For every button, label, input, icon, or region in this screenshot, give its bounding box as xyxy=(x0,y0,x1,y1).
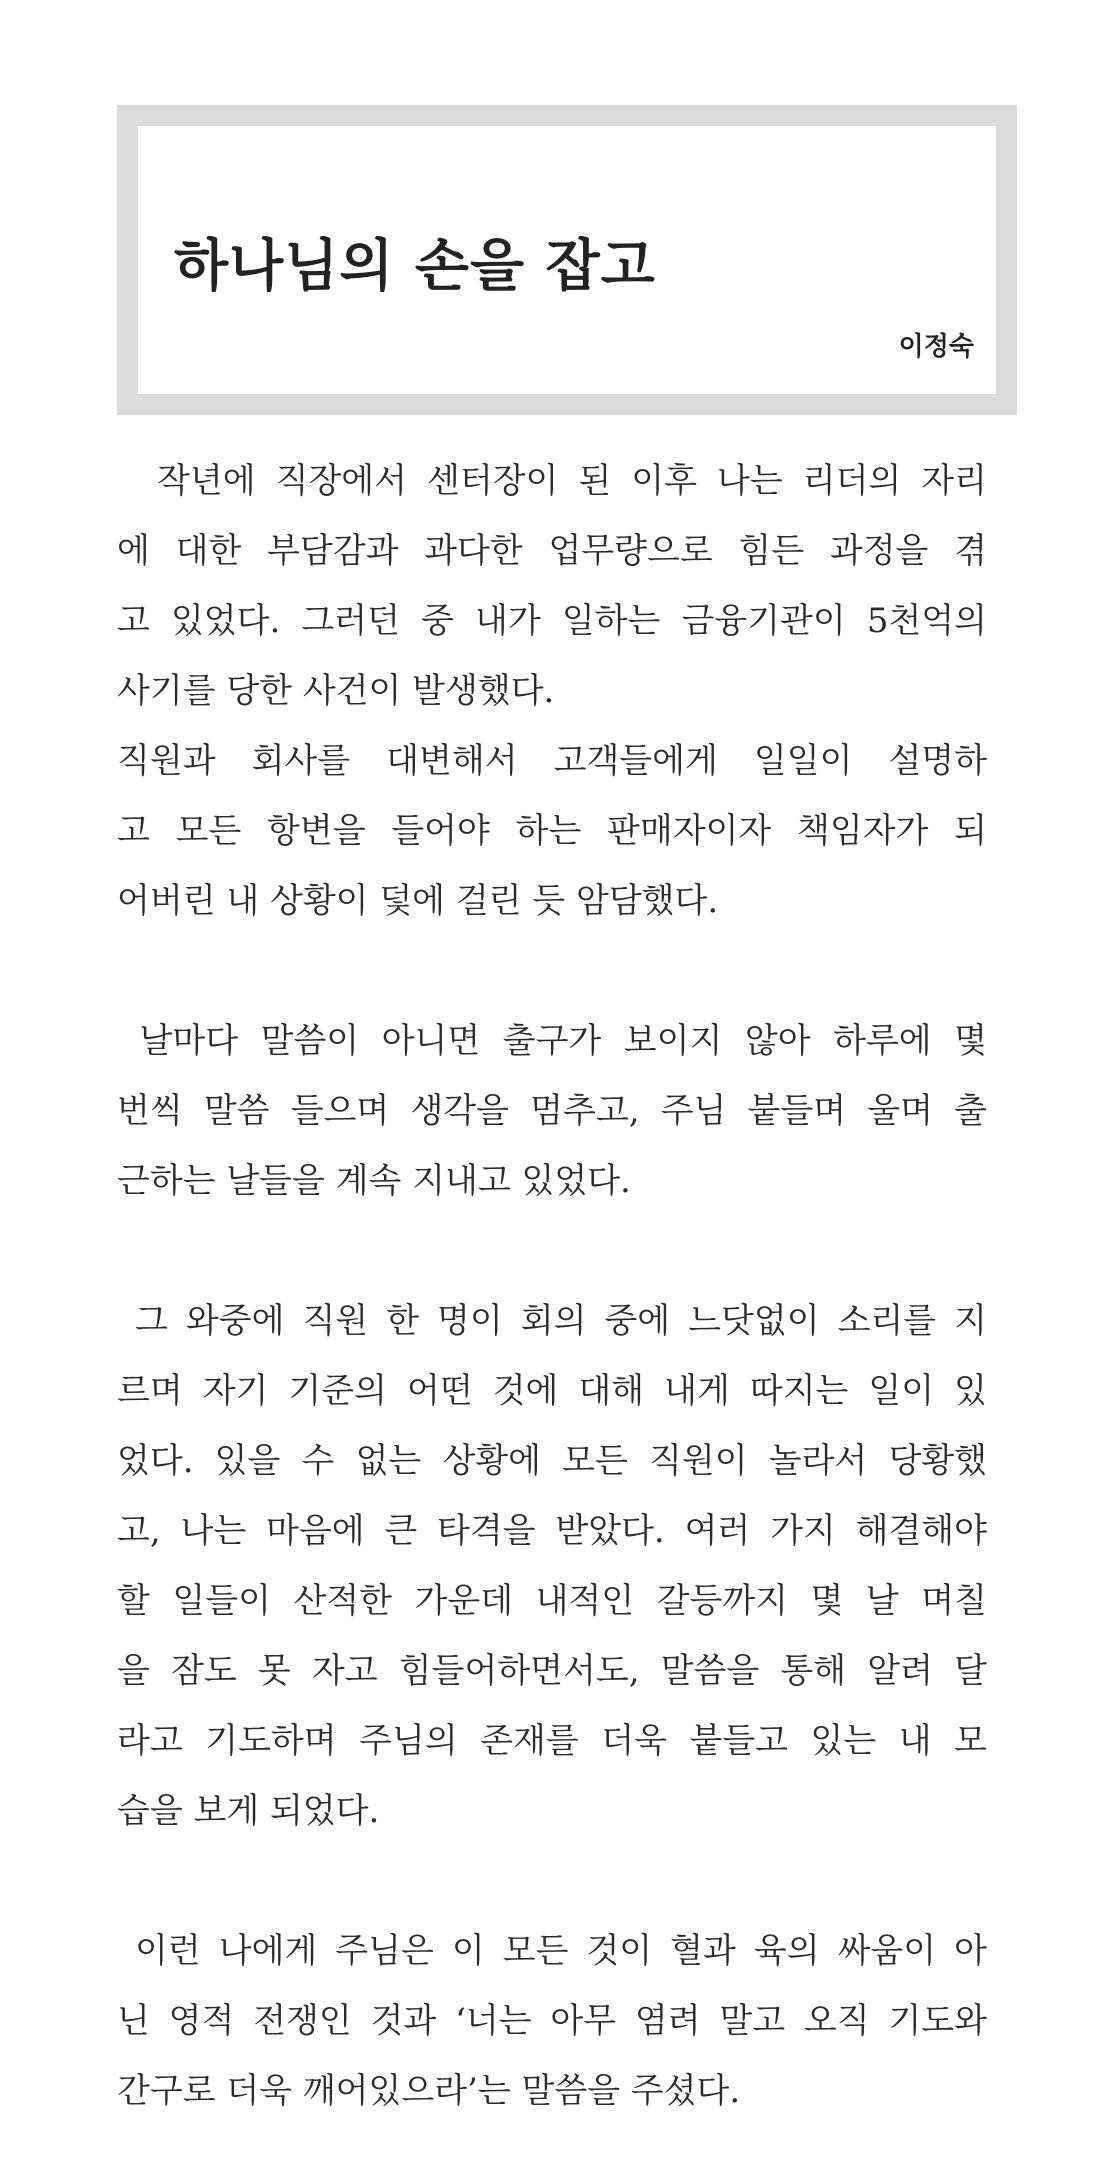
text-line: 을 잠도 못 자고 힘들어하면서도, 말씀을 통해 알려 달 xyxy=(117,1651,987,1691)
text-line: 번씩 말씀 들으며 생각을 멈추고, 주님 붙들며 울며 출 xyxy=(117,1091,987,1131)
article-title: 하나님의 손을 잡고 xyxy=(174,234,656,299)
text-line: 고, 나는 마음에 큰 타격을 받았다. 여러 가지 해결해야 xyxy=(117,1511,987,1551)
text-line: 날마다 말씀이 아니면 출구가 보이지 않아 하루에 몇 xyxy=(117,1021,987,1061)
text-line: 할 일들이 산적한 가운데 내적인 갈등까지 몇 날 며칠 xyxy=(117,1581,987,1621)
title-box xyxy=(117,105,1017,415)
text-line: 이런 나에게 주님은 이 모든 것이 혈과 육의 싸움이 아 xyxy=(117,1931,987,1971)
text-line: 그 와중에 직원 한 명이 회의 중에 느닷없이 소리를 지 xyxy=(117,1301,987,1341)
text-line: 습을 보게 되었다. xyxy=(117,1791,380,1831)
text-line: 근하는 날들을 계속 지내고 있었다. xyxy=(117,1161,631,1201)
author-name: 이정숙 xyxy=(898,332,974,362)
text-line: 직원과 회사를 대변해서 고객들에게 일일이 설명하 xyxy=(117,741,987,781)
text-line: 르며 자기 기준의 어떤 것에 대해 내게 따지는 일이 있 xyxy=(117,1371,987,1411)
text-line: 었다. 있을 수 없는 상황에 모든 직원이 놀라서 당황했 xyxy=(117,1441,987,1481)
text-line: 작년에 직장에서 센터장이 된 이후 나는 리더의 자리 xyxy=(117,461,987,501)
text-line: 고 있었다. 그러던 중 내가 일하는 금융기관이 5천억의 xyxy=(117,601,987,641)
article-body xyxy=(117,446,987,2126)
text-line: 고 모든 항변을 들어야 하는 판매자이자 책임자가 되 xyxy=(117,811,987,851)
text-line: 닌 영적 전쟁인 것과 ‘너는 아무 염려 말고 오직 기도와 xyxy=(117,2001,987,2041)
paragraph-gap xyxy=(117,1846,987,1916)
text-line: 라고 기도하며 주님의 존재를 더욱 붙들고 있는 내 모 xyxy=(117,1721,987,1761)
paragraph-gap xyxy=(117,936,987,1006)
text-line: 어버린 내 상황이 덫에 걸린 듯 암담했다. xyxy=(117,881,719,921)
text-line: 사기를 당한 사건이 발생했다. xyxy=(117,671,555,711)
text-line: 간구로 더욱 깨어있으라’는 말씀을 주셨다. xyxy=(117,2071,741,2111)
text-line: 에 대한 부담감과 과다한 업무량으로 힘든 과정을 겪 xyxy=(117,531,987,571)
paragraph-gap xyxy=(117,1216,987,1286)
